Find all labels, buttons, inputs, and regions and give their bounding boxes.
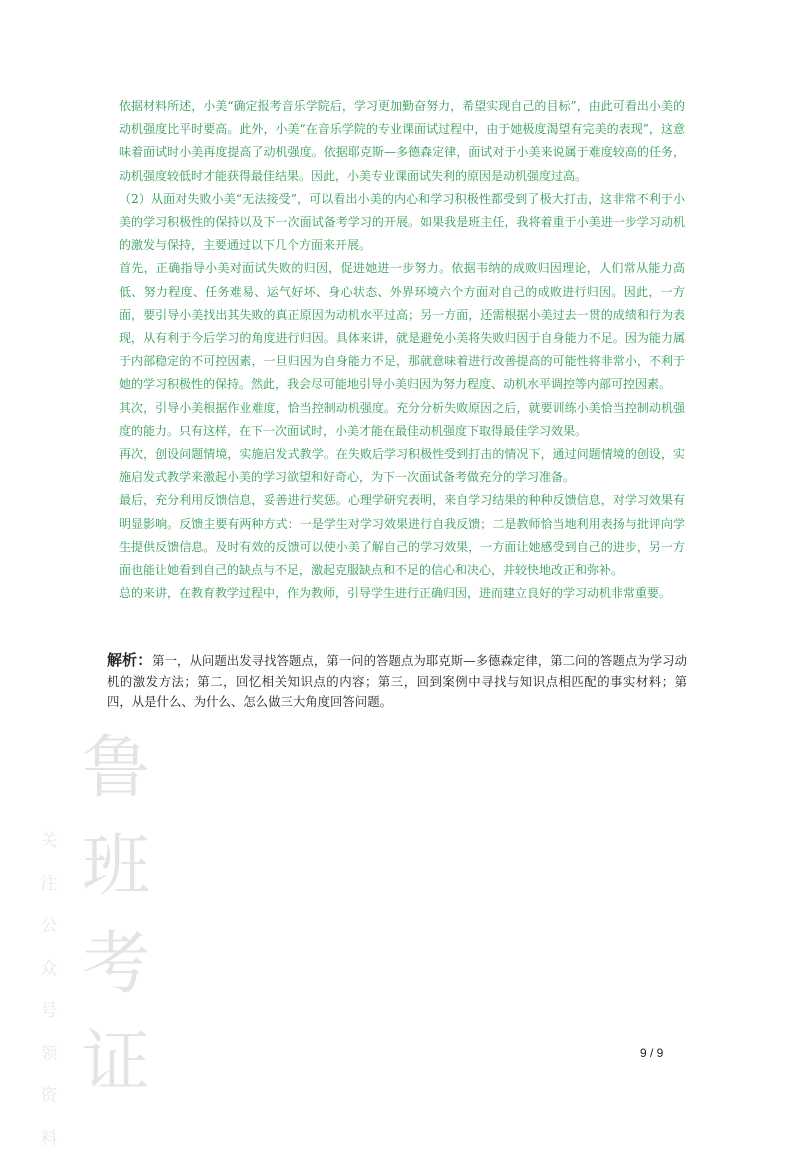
watermark-sub-char: 关 [36, 820, 62, 863]
watermark-sub-char: 领 [36, 1033, 62, 1076]
answer-paragraph-6: 最后，充分利用反馈信息，妥善进行奖惩。心理学研究表明，来自学习结果的种种反馈信息，对学习效果有明显影响。反馈主要有两种方式：一是学生对学习效果进行自我反馈；二是教师恰当地利用表扬与批评向学生提供反馈信息。及时有效的反馈可以使小美了解自己的学习效果，一方面让她感受到自己的进步，另一方面也能让她看到自己的缺点与不足，激起克服缺点和不足的信心和决心，并较快地改正和弥补。 [119, 489, 685, 582]
watermark-title-char: 考 [76, 916, 156, 1014]
watermark-title-char: 班 [76, 818, 156, 916]
page-number: 9 / 9 [640, 1046, 663, 1060]
watermark-sub-char: 众 [36, 948, 62, 991]
watermark-sub-char: 料 [36, 1118, 62, 1160]
watermark-sub-char: 公 [36, 905, 62, 948]
answer-paragraph-3: 首先，正确指导小美对面试失败的归因，促进她进一步努力。依据韦纳的成败归因理论，人们常从能力高低、努力程度、任务难易、运气好坏、身心状态、外界环境六个方面对自己的成败进行归因。因此，一方面，要引导小美找出其失败的真正原因为动机水平过高；另一方面，还需根据小美过去一贯的成绩和行为表现，从有利于今后学习的角度进行归因。具体来讲，就是避免小美将失败归因于自身能力不足。因为能力属于内部稳定的不可控因素，一旦归因为自身能力不足，那就意味着进行改善提高的可能性将非常小，不利于她的学习积极性的保持。然此，我会尽可能地引导小美归因为努力程度、动机水平调控等内部可控因素。 [119, 257, 685, 396]
analysis-label: 解析： [107, 651, 152, 669]
answer-paragraph-7: 总的来讲，在教育教学过程中，作为教师，引导学生进行正确归因，进而建立良好的学习动机非常重要。 [119, 582, 685, 605]
watermark-title [76, 720, 156, 1112]
watermark-sub-char: 资 [36, 1075, 62, 1118]
answer-section [119, 95, 685, 605]
watermark-title-char: 证 [76, 1014, 156, 1112]
answer-paragraph-2: （2）从面对失败小美“无法接受”，可以看出小美的内心和学习积极性都受到了极大打击，这非常不利于小美的学习积极性的保持以及下一次面试备考学习的开展。如果我是班主任，我将着重于小美进一步学习动机的激发与保持，主要通过以下几个方面来开展。 [119, 188, 685, 258]
answer-paragraph-4: 其次，引导小美根据作业难度，恰当控制动机强度。充分分析失败原因之后，就要训练小美恰当控制动机强度的能力。只有这样，在下一次面试时，小美才能在最佳动机强度下取得最佳学习效果。 [119, 397, 685, 443]
analysis-section [107, 650, 687, 713]
answer-paragraph-5: 再次，创设问题情境，实施启发式教学。在失败后学习积极性受到打击的情况下，通过问题情境的创设，实施启发式教学来激起小美的学习欲望和好奇心，为下一次面试备考做充分的学习准备。 [119, 443, 685, 489]
watermark-sub-char: 号 [36, 990, 62, 1033]
analysis-paragraph [107, 650, 687, 713]
analysis-text: 第一，从问题出发寻找答题点，第一问的答题点为耶克斯—多德森定律，第二问的答题点为学习动机的激发方法；第二，回忆相关知识点的内容；第三，回到案例中寻找与知识点相匹配的事实材料；第四，从是什么、为什么、怎么做三大角度回答问题。 [107, 653, 687, 709]
watermark-sub-char: 注 [36, 863, 62, 906]
answer-paragraph-1: 依据材料所述，小美“确定报考音乐学院后，学习更加勤奋努力，希望实现自己的目标”，由此可看出小美的动机强度比平时要高。此外，小美“在音乐学院的专业课面试过程中，由于她极度渴望有完美的表现”，这意味着面试时小美再度提高了动机强度。依据耶克斯—多德森定律，面试对于小美来说属于难度较高的任务，动机强度较低时才能获得最佳结果。因此，小美专业课面试失利的原因是动机强度过高。 [119, 95, 685, 188]
watermark-subtitle [36, 820, 62, 1160]
watermark-title-char: 鲁 [76, 720, 156, 818]
